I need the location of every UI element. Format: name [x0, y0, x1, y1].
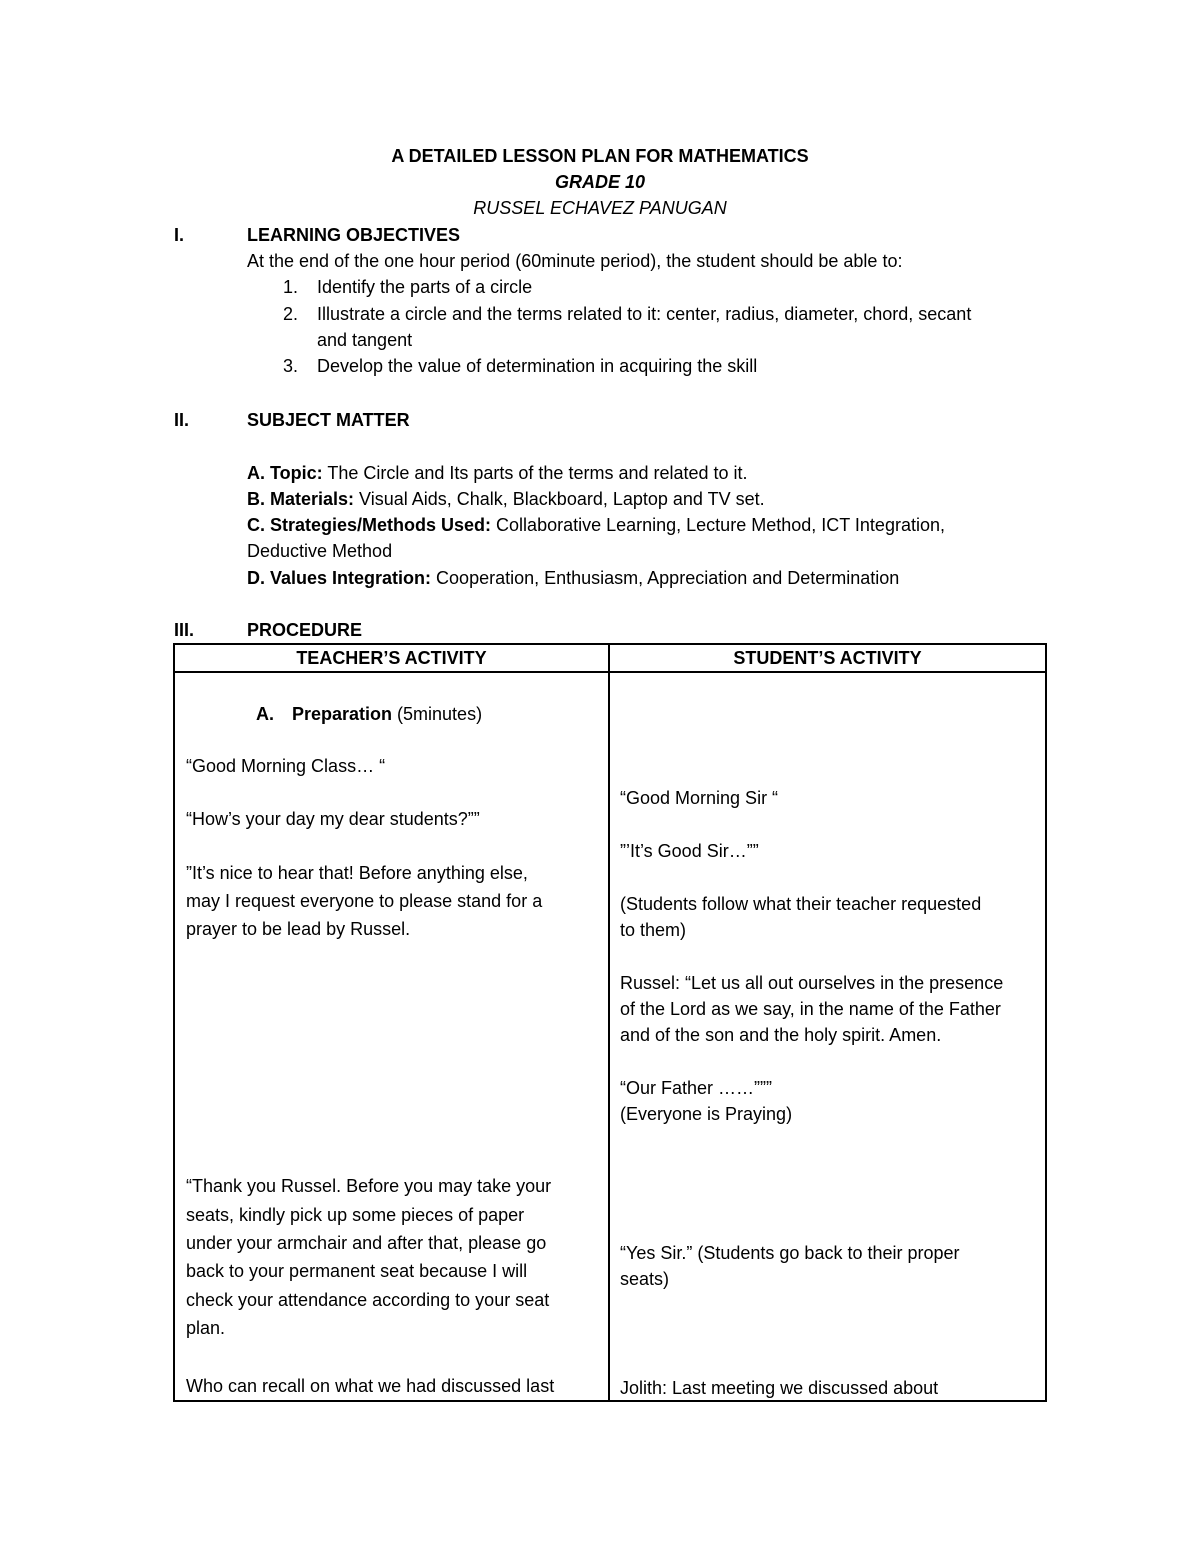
student-line: ”’It’s Good Sir…””: [620, 841, 759, 861]
student-line: “Our Father ……”””: [620, 1078, 773, 1098]
objective-number: 3.: [283, 356, 299, 376]
section2-numeral: II.: [174, 410, 190, 430]
teacher-line: “Thank you Russel. Before you may take your: [186, 1176, 552, 1196]
strategies-value: Collaborative Learning, Lecture Method, ICT Integration,: [491, 515, 945, 535]
objective-text: Identify the parts of a circle: [317, 277, 533, 297]
student-line: Russel: “Let us all out ourselves in the presence: [620, 973, 1004, 993]
teacher-activity-cell: [174, 672, 609, 1401]
prep-letter: A.: [256, 704, 274, 724]
teacher-line: ”It’s nice to hear that! Before anything else,: [186, 863, 528, 883]
section1-numeral: I.: [174, 225, 185, 245]
objective-text: Illustrate a circle and the terms related to it: center, radius, diameter, chord, secant: [317, 304, 972, 324]
topic-line: [247, 460, 748, 486]
grade-label: GRADE 10: [554, 172, 646, 192]
values-line: [247, 565, 899, 591]
strategies-label: C. Strategies/Methods Used:: [247, 515, 492, 535]
teacher-line: seats, kindly pick up some pieces of paper: [186, 1205, 525, 1225]
student-line: seats): [620, 1269, 670, 1289]
teacher-line: plan.: [186, 1318, 226, 1338]
materials-label: B. Materials:: [247, 489, 355, 509]
teacher-line: prayer to be lead by Russel.: [186, 919, 411, 939]
student-line: to them): [620, 920, 687, 940]
strategies-value-cont: Deductive Method: [247, 541, 393, 561]
teacher-line: check your attendance according to your seat: [186, 1290, 550, 1310]
student-activity-cell: [609, 672, 1046, 1401]
teacher-line: under your armchair and after that, please go: [186, 1233, 547, 1253]
document-title: A DETAILED LESSON PLAN FOR MATHEMATICS: [391, 146, 809, 166]
topic-label: A. Topic:: [247, 463, 323, 483]
objective-number: 2.: [283, 304, 299, 324]
prep-time: (5minutes): [392, 704, 483, 724]
prep-heading: [292, 701, 482, 727]
student-line: “Good Morning Sir “: [620, 788, 779, 808]
topic-value: The Circle and Its parts of the terms and related to it.: [322, 463, 748, 483]
objective-number: 1.: [283, 277, 299, 297]
student-line: (Students follow what their teacher requested: [620, 894, 982, 914]
objective-text: Develop the value of determination in acquiring the skill: [317, 356, 758, 376]
values-label: D. Values Integration:: [247, 568, 432, 588]
student-line: and of the son and the holy spirit. Amen.: [620, 1025, 942, 1045]
teacher-line: “Good Morning Class… “: [186, 756, 386, 776]
teacher-line: back to your permanent seat because I will: [186, 1261, 528, 1281]
section3-heading: PROCEDURE: [247, 620, 363, 640]
prep-label: Preparation: [292, 704, 393, 724]
student-line: “Yes Sir.” (Students go back to their proper: [620, 1243, 960, 1263]
student-line: (Everyone is Praying): [620, 1104, 793, 1124]
procedure-table: [173, 643, 1047, 1402]
objectives-intro: At the end of the one hour period (60minute period), the student should be able to:: [247, 251, 903, 271]
student-activity-header: STUDENT’S ACTIVITY: [609, 644, 1046, 672]
student-line: Jolith: Last meeting we discussed about: [620, 1378, 939, 1398]
teacher-line: “How’s your day my dear students?””: [186, 809, 480, 829]
author-name: RUSSEL ECHAVEZ PANUGAN: [473, 198, 727, 218]
strategies-line: [247, 512, 945, 538]
section1-heading: LEARNING OBJECTIVES: [247, 225, 461, 245]
teacher-activity-header: TEACHER’S ACTIVITY: [174, 644, 609, 672]
objective-text-cont: and tangent: [317, 330, 413, 350]
materials-value: Visual Aids, Chalk, Blackboard, Laptop and TV set.: [354, 489, 765, 509]
teacher-line: Who can recall on what we had discussed last: [186, 1376, 555, 1396]
materials-line: [247, 486, 765, 512]
section3-numeral: III.: [174, 620, 195, 640]
teacher-line: may I request everyone to please stand for a: [186, 891, 543, 911]
values-value: Cooperation, Enthusiasm, Appreciation and Determination: [431, 568, 900, 588]
section2-heading: SUBJECT MATTER: [247, 410, 410, 430]
student-line: of the Lord as we say, in the name of the Father: [620, 999, 1001, 1019]
